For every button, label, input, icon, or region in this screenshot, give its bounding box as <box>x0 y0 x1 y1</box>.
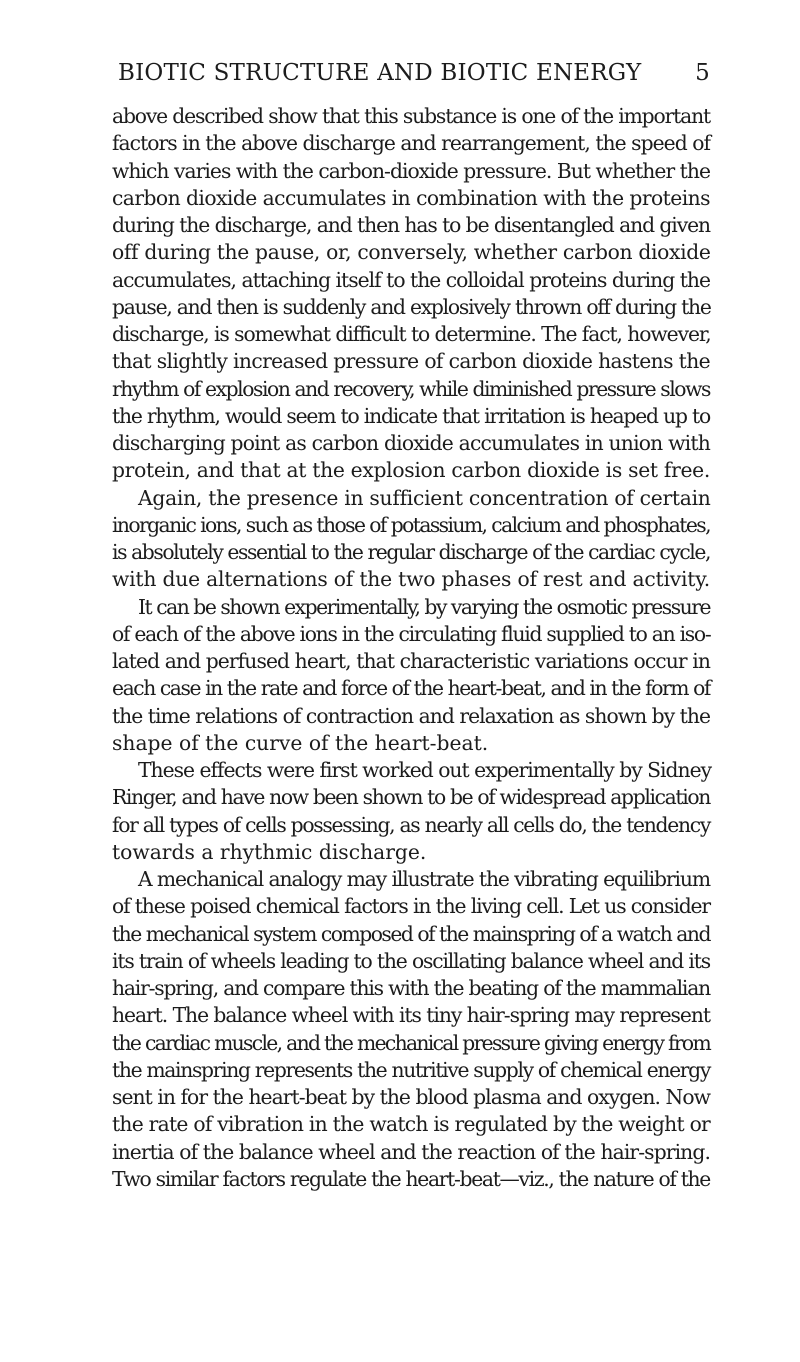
running-head <box>112 60 710 92</box>
text-line: during the discharge, and then has to be disentangled and given <box>112 213 710 237</box>
text-line: discharge, is somewhat difficult to determine. The fact, however, <box>112 322 711 346</box>
text-line: Ringer, and have now been shown to be of widespread application <box>112 785 710 810</box>
paragraph-start-line: Again, the presence in sufficient concentration of certain <box>138 485 711 510</box>
text-line: rhythm of explosion and recovery, while diminished pressure slows <box>112 376 710 401</box>
text-line: for all types of cells possessing, as nearly all cells do, the tendency <box>112 812 710 837</box>
text-line: accumulates, attaching itself to the colloidal proteins during the <box>112 267 711 292</box>
text-line: pause, and then is suddenly and explosively thrown off during the <box>112 294 711 319</box>
body-text <box>112 103 710 1193</box>
text-line: of these poised chemical factors in the living cell. Let us consider <box>112 894 710 919</box>
text-line: sent in for the heart-beat by the blood plasma and oxygen. Now <box>112 1085 710 1109</box>
text-line: factors in the above discharge and rearrangement, the speed of <box>112 131 710 156</box>
text-line: the rhythm, would seem to indicate that irritation is heaped up to <box>112 403 710 428</box>
text-line: inorganic ions, such as those of potassium, calcium and phosphates, <box>112 512 710 537</box>
text-line: its train of wheels leading to the oscillating balance wheel and its <box>112 948 710 973</box>
text-line: is absolutely essential to the regular discharge of the cardiac cycle, <box>112 540 710 564</box>
text-line: Two similar factors regulate the heart-beat—viz., the nature of the <box>112 1166 710 1191</box>
text-line: shape of the curve of the heart-beat. <box>112 730 489 755</box>
text-line: the mainspring represents the nutritive supply of chemical energy <box>112 1057 710 1082</box>
text-line: protein, and that at the explosion carbon dioxide is set free. <box>112 458 710 483</box>
text-line: inertia of the balance wheel and the reaction of the hair-spring. <box>112 1139 710 1164</box>
text-line: which varies with the carbon-dioxide pressure. But whether the <box>112 158 710 183</box>
page-number: 5 <box>695 60 710 86</box>
running-head-title: BIOTIC STRUCTURE AND BIOTIC ENERGY <box>118 60 642 86</box>
text-line: lated and perfused heart, that characteristic variations occur in <box>112 649 711 673</box>
paragraph-start-line: These effects were first worked out experimentally by Sidney <box>138 758 712 782</box>
text-line: the time relations of contraction and relaxation as shown by the <box>112 703 710 728</box>
text-line: the cardiac muscle, and the mechanical pressure giving energy from <box>112 1030 711 1055</box>
paragraph-start-line: A mechanical analogy may illustrate the vibrating equilibrium <box>138 867 710 891</box>
text-line: discharging point as carbon dioxide accumulates in union with <box>112 431 710 455</box>
text-line: the mechanical system composed of the mainspring of a watch and <box>112 921 710 946</box>
paragraph-start-line: It can be shown experimentally, by varying the osmotic pressure <box>138 594 710 619</box>
text-line: off during the pause, or, conversely, whether carbon dioxide <box>112 240 711 265</box>
text-line: hair-spring, and compare this with the beating of the mammalian <box>112 976 710 1000</box>
text-line: of each of the above ions in the circulating fluid supplied to an iso- <box>112 621 711 646</box>
text-line: that slightly increased pressure of carbon dioxide hastens the <box>112 349 710 374</box>
text-line: with due alternations of the two phases of rest and activity. <box>112 567 710 592</box>
text-line: each case in the rate and force of the heart-beat, and in the form of <box>112 676 710 701</box>
text-line: heart. The balance wheel with its tiny hair-spring may represent <box>112 1003 710 1028</box>
text-line: carbon dioxide accumulates in combination with the proteins <box>112 185 710 210</box>
text-line: above described show that this substance is one of the important <box>112 104 710 128</box>
text-line: towards a rhythmic discharge. <box>112 839 427 864</box>
text-line: the rate of vibration in the watch is regulated by the weight or <box>112 1112 710 1137</box>
